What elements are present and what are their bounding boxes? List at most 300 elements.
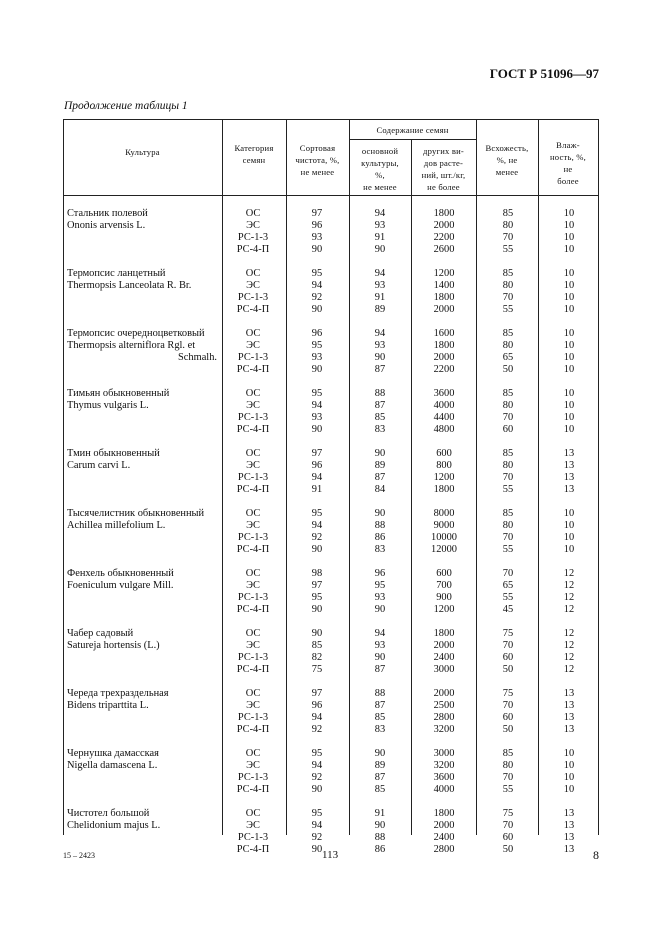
table-row (63, 220, 598, 232)
other-species-count-cell: 2400 (433, 832, 455, 843)
germination-cell: 50 (502, 364, 514, 375)
table-row (63, 544, 598, 556)
germination-cell: 50 (502, 724, 514, 735)
varietal-purity-cell: 94 (311, 280, 323, 291)
table-row (63, 760, 598, 772)
base-culture-content-cell: 85 (374, 784, 386, 795)
other-species-count-cell: 3200 (433, 760, 455, 771)
culture-name-ru: Тимьян обыкновенный (67, 388, 170, 399)
table-row (63, 532, 598, 544)
moisture-cell: 10 (563, 532, 575, 543)
moisture-cell: 10 (563, 208, 575, 219)
culture-name-latin: Thermopsis Lanceolata R. Br. (67, 280, 192, 291)
table-row (63, 832, 598, 844)
base-culture-content-cell: 88 (374, 832, 386, 843)
other-species-count-cell: 2000 (433, 640, 455, 651)
table-row (63, 724, 598, 736)
table-row (63, 484, 598, 496)
germination-cell: 75 (502, 628, 514, 639)
seed-category-cell: ОС (245, 328, 261, 339)
base-culture-content-cell: 91 (374, 292, 386, 303)
base-culture-content-cell: 93 (374, 220, 386, 231)
varietal-purity-cell: 90 (311, 544, 323, 555)
base-culture-content-cell: 88 (374, 388, 386, 399)
table-row (63, 232, 598, 244)
header-varietal-purity: Сортовая чистота, %, не менее (295, 143, 340, 177)
culture-name-latin: Achillea millefolium L. (67, 520, 166, 531)
varietal-purity-cell: 95 (311, 592, 323, 603)
table-row (63, 244, 598, 256)
base-culture-content-cell: 96 (374, 568, 386, 579)
culture-name-latin: Thymus vulgaris L. (67, 400, 149, 411)
base-culture-content-cell: 83 (374, 724, 386, 735)
other-species-count-cell: 1800 (433, 340, 455, 351)
culture-name-ru: Тысячелистник обыкновенный (67, 508, 205, 519)
table-row (63, 280, 598, 292)
moisture-cell: 10 (563, 508, 575, 519)
base-culture-content-cell: 89 (374, 760, 386, 771)
other-species-count-cell: 1200 (433, 604, 455, 615)
base-culture-content-cell: 90 (374, 604, 386, 615)
varietal-purity-cell: 92 (311, 532, 323, 543)
other-species-count-cell: 1200 (433, 268, 455, 279)
culture-name-latin: Nigella damascena L. (67, 760, 158, 771)
base-culture-content-cell: 89 (374, 304, 386, 315)
other-species-count-cell: 2600 (433, 244, 455, 255)
seed-category-cell: ОС (245, 208, 261, 219)
other-species-count-cell: 4400 (433, 412, 455, 423)
moisture-cell: 12 (563, 592, 575, 603)
seed-category-cell: ОС (245, 628, 261, 639)
germination-cell: 85 (502, 388, 514, 399)
germination-cell: 80 (502, 460, 514, 471)
other-species-count-cell: 700 (436, 580, 452, 591)
germination-cell: 80 (502, 220, 514, 231)
base-culture-content-cell: 87 (374, 400, 386, 411)
seed-category-cell: РС-1-3 (237, 532, 269, 543)
base-culture-content-cell: 94 (374, 208, 386, 219)
germination-cell: 70 (502, 772, 514, 783)
base-culture-content-cell: 85 (374, 412, 386, 423)
other-species-count-cell: 4000 (433, 784, 455, 795)
other-species-count-cell: 1800 (433, 628, 455, 639)
other-species-count-cell: 3600 (433, 772, 455, 783)
other-species-count-cell: 2800 (433, 712, 455, 723)
moisture-cell: 12 (563, 628, 575, 639)
table-row (63, 364, 598, 376)
varietal-purity-cell: 94 (311, 472, 323, 483)
germination-cell: 60 (502, 832, 514, 843)
germination-cell: 85 (502, 508, 514, 519)
moisture-cell: 10 (563, 400, 575, 411)
varietal-purity-cell: 98 (311, 568, 323, 579)
moisture-cell: 13 (563, 484, 575, 495)
header-base-culture: основной культуры, %, не менее (361, 146, 399, 192)
table-row (63, 328, 598, 340)
culture-name-latin: Thermopsis alterniflora Rgl. et (67, 340, 196, 351)
germination-cell: 45 (502, 604, 514, 615)
other-species-count-cell: 2500 (433, 700, 455, 711)
seed-category-cell: ЭС (246, 580, 260, 591)
base-culture-content-cell: 87 (374, 700, 386, 711)
other-species-count-cell: 1800 (433, 808, 455, 819)
seed-category-cell: РС-4-П (236, 304, 270, 315)
varietal-purity-cell: 96 (311, 460, 323, 471)
base-culture-content-cell: 90 (374, 652, 386, 663)
varietal-purity-cell: 90 (311, 628, 323, 639)
germination-cell: 80 (502, 400, 514, 411)
moisture-cell: 10 (563, 352, 575, 363)
table-row (63, 508, 598, 520)
base-culture-content-cell: 93 (374, 340, 386, 351)
culture-group (63, 208, 598, 268)
germination-cell: 80 (502, 280, 514, 291)
varietal-purity-cell: 92 (311, 772, 323, 783)
header-category: Категория семян (234, 143, 274, 165)
moisture-cell: 12 (563, 580, 575, 591)
seed-category-cell: ОС (245, 388, 261, 399)
culture-name-ru: Череда трехраздельная (67, 688, 169, 699)
seed-category-cell: РС-1-3 (237, 232, 269, 243)
varietal-purity-cell: 97 (311, 580, 323, 591)
culture-name-ru: Чистотел большой (67, 808, 150, 819)
seed-category-cell: РС-1-3 (237, 652, 269, 663)
varietal-purity-cell: 95 (311, 340, 323, 351)
germination-cell: 75 (502, 808, 514, 819)
germination-cell: 55 (502, 784, 514, 795)
seed-category-cell: РС-1-3 (237, 832, 269, 843)
varietal-purity-cell: 90 (311, 844, 323, 855)
culture-name-latin: Chelidonium majus L. (67, 820, 161, 831)
varietal-purity-cell: 94 (311, 520, 323, 531)
other-species-count-cell: 2000 (433, 352, 455, 363)
other-species-count-cell: 1800 (433, 292, 455, 303)
other-species-count-cell: 3200 (433, 724, 455, 735)
culture-name-latin: Foeniculum vulgare Mill. (67, 580, 174, 591)
germination-cell: 70 (502, 292, 514, 303)
culture-group (63, 508, 598, 568)
other-species-count-cell: 2200 (433, 232, 455, 243)
seed-category-cell: ЭС (246, 400, 260, 411)
seed-category-cell: РС-1-3 (237, 352, 269, 363)
varietal-purity-cell: 95 (311, 508, 323, 519)
germination-cell: 85 (502, 208, 514, 219)
culture-group (63, 268, 598, 328)
varietal-purity-cell: 82 (311, 652, 323, 663)
header-moisture: Влаж- ность, %, не более (549, 140, 586, 186)
table-row (63, 748, 598, 760)
header-culture: Культура (125, 147, 160, 157)
seed-category-cell: РС-4-П (236, 424, 270, 435)
varietal-purity-cell: 94 (311, 820, 323, 831)
culture-name-latin: Satureja hortensis (L.) (67, 640, 160, 651)
table-row (63, 292, 598, 304)
moisture-cell: 10 (563, 784, 575, 795)
seed-category-cell: ОС (245, 688, 261, 699)
table-row (63, 820, 598, 832)
germination-cell: 55 (502, 592, 514, 603)
germination-cell: 60 (502, 424, 514, 435)
moisture-cell: 10 (563, 220, 575, 231)
germination-cell: 85 (502, 328, 514, 339)
seed-category-cell: ЭС (246, 460, 260, 471)
varietal-purity-cell: 85 (311, 640, 323, 651)
base-culture-content-cell: 93 (374, 592, 386, 603)
moisture-cell: 13 (563, 472, 575, 483)
moisture-cell: 10 (563, 340, 575, 351)
varietal-purity-cell: 92 (311, 292, 323, 303)
seed-category-cell: РС-4-П (236, 604, 270, 615)
moisture-cell: 13 (563, 820, 575, 831)
germination-cell: 75 (502, 688, 514, 699)
germination-cell: 70 (502, 568, 514, 579)
culture-name-ru: Термопсис ланцетный (67, 268, 166, 279)
moisture-cell: 10 (563, 304, 575, 315)
table-row (63, 592, 598, 604)
table-row (63, 520, 598, 532)
culture-name-latin: Ononis arvensis L. (67, 220, 146, 231)
culture-name-ru: Фенхель обыкновенный (67, 568, 174, 579)
base-culture-content-cell: 91 (374, 232, 386, 243)
varietal-purity-cell: 95 (311, 388, 323, 399)
culture-name-ru: Стальник полевой (67, 208, 148, 219)
table-row (63, 628, 598, 640)
culture-group (63, 388, 598, 448)
moisture-cell: 10 (563, 772, 575, 783)
germination-cell: 85 (502, 748, 514, 759)
seed-category-cell: РС-4-П (236, 664, 270, 675)
table-row (63, 400, 598, 412)
table-row (63, 472, 598, 484)
base-culture-content-cell: 87 (374, 472, 386, 483)
moisture-cell: 10 (563, 388, 575, 399)
other-species-count-cell: 2400 (433, 652, 455, 663)
germination-cell: 55 (502, 304, 514, 315)
germination-cell: 80 (502, 340, 514, 351)
other-species-count-cell: 1800 (433, 208, 455, 219)
moisture-cell: 13 (563, 448, 575, 459)
base-culture-content-cell: 84 (374, 484, 386, 495)
table-row (63, 568, 598, 580)
base-culture-content-cell: 91 (374, 808, 386, 819)
varietal-purity-cell: 90 (311, 424, 323, 435)
varietal-purity-cell: 95 (311, 268, 323, 279)
seed-category-cell: РС-4-П (236, 844, 270, 855)
other-species-count-cell: 3000 (433, 664, 455, 675)
table-row (63, 772, 598, 784)
germination-cell: 70 (502, 472, 514, 483)
base-culture-content-cell: 90 (374, 748, 386, 759)
seed-category-cell: ОС (245, 448, 261, 459)
base-culture-content-cell: 88 (374, 688, 386, 699)
germination-cell: 70 (502, 640, 514, 651)
other-species-count-cell: 2800 (433, 844, 455, 855)
moisture-cell: 13 (563, 724, 575, 735)
seed-category-cell: РС-4-П (236, 244, 270, 255)
varietal-purity-cell: 93 (311, 232, 323, 243)
seed-category-cell: РС-1-3 (237, 292, 269, 303)
table-row (63, 448, 598, 460)
germination-cell: 70 (502, 232, 514, 243)
culture-group (63, 448, 598, 508)
other-species-count-cell: 600 (436, 568, 452, 579)
table-row (63, 700, 598, 712)
seed-category-cell: РС-1-3 (237, 772, 269, 783)
moisture-cell: 10 (563, 268, 575, 279)
page-number: 113 (322, 849, 339, 861)
other-species-count-cell: 8000 (433, 508, 455, 519)
seed-category-cell: РС-4-П (236, 784, 270, 795)
other-species-count-cell: 1200 (433, 472, 455, 483)
base-culture-content-cell: 86 (374, 532, 386, 543)
germination-cell: 60 (502, 712, 514, 723)
base-culture-content-cell: 95 (374, 580, 386, 591)
other-species-count-cell: 600 (436, 448, 452, 459)
varietal-purity-cell: 97 (311, 448, 323, 459)
culture-name-ru: Термопсис очередноцветковый (67, 328, 205, 339)
table-row (63, 340, 598, 352)
seed-category-cell: ЭС (246, 280, 260, 291)
germination-cell: 70 (502, 820, 514, 831)
seed-category-cell: РС-4-П (236, 724, 270, 735)
table-row (63, 580, 598, 592)
moisture-cell: 13 (563, 808, 575, 819)
other-species-count-cell: 2000 (433, 304, 455, 315)
table-row (63, 604, 598, 616)
germination-cell: 85 (502, 448, 514, 459)
moisture-cell: 10 (563, 292, 575, 303)
table-row (63, 304, 598, 316)
moisture-cell: 12 (563, 652, 575, 663)
standard-number: ГОСТ Р 51096—97 (489, 66, 599, 81)
varietal-purity-cell: 96 (311, 328, 323, 339)
seed-category-cell: ОС (245, 268, 261, 279)
culture-group (63, 628, 598, 688)
table-row (63, 664, 598, 676)
seed-category-cell: ЭС (246, 700, 260, 711)
moisture-cell: 13 (563, 688, 575, 699)
germination-cell: 70 (502, 532, 514, 543)
moisture-cell: 10 (563, 544, 575, 555)
seed-category-cell: РС-1-3 (237, 592, 269, 603)
base-culture-content-cell: 93 (374, 280, 386, 291)
moisture-cell: 13 (563, 832, 575, 843)
germination-cell: 55 (502, 244, 514, 255)
moisture-cell: 10 (563, 364, 575, 375)
seed-category-cell: ЭС (246, 340, 260, 351)
header-seed-content: Содержание семян (376, 125, 449, 135)
other-species-count-cell: 3600 (433, 388, 455, 399)
base-culture-content-cell: 83 (374, 544, 386, 555)
germination-cell: 50 (502, 844, 514, 855)
base-culture-content-cell: 93 (374, 640, 386, 651)
table-row (63, 460, 598, 472)
other-species-count-cell: 3000 (433, 748, 455, 759)
germination-cell: 55 (502, 544, 514, 555)
table-continuation-caption: Продолжение таблицы 1 (64, 100, 188, 112)
germination-cell: 55 (502, 484, 514, 495)
varietal-purity-cell: 92 (311, 724, 323, 735)
varietal-purity-cell: 97 (311, 208, 323, 219)
culture-name-latin: Carum carvi L. (67, 460, 131, 471)
varietal-purity-cell: 92 (311, 832, 323, 843)
seed-category-cell: ОС (245, 568, 261, 579)
varietal-purity-cell: 97 (311, 688, 323, 699)
seed-category-cell: ЭС (246, 520, 260, 531)
seed-category-cell: ОС (245, 508, 261, 519)
table-row (63, 640, 598, 652)
base-culture-content-cell: 85 (374, 712, 386, 723)
germination-cell: 50 (502, 664, 514, 675)
germination-cell: 80 (502, 520, 514, 531)
culture-name-latin: Schmalh. (178, 352, 217, 363)
culture-name-ru: Чабер садовый (67, 628, 134, 639)
table-row (63, 352, 598, 364)
varietal-purity-cell: 93 (311, 352, 323, 363)
moisture-cell: 10 (563, 424, 575, 435)
varietal-purity-cell: 75 (311, 664, 323, 675)
varietal-purity-cell: 96 (311, 220, 323, 231)
other-species-count-cell: 1800 (433, 484, 455, 495)
base-culture-content-cell: 94 (374, 328, 386, 339)
varietal-purity-cell: 90 (311, 244, 323, 255)
seed-category-cell: ОС (245, 748, 261, 759)
culture-name-latin: Bidens triparttita L. (67, 700, 149, 711)
other-species-count-cell: 12000 (431, 544, 457, 555)
base-culture-content-cell: 94 (374, 628, 386, 639)
moisture-cell: 12 (563, 604, 575, 615)
base-culture-content-cell: 90 (374, 448, 386, 459)
varietal-purity-cell: 96 (311, 700, 323, 711)
culture-group (63, 688, 598, 748)
seed-category-cell: РС-4-П (236, 484, 270, 495)
seed-category-cell: РС-1-3 (237, 412, 269, 423)
seed-category-cell: РС-1-3 (237, 712, 269, 723)
table-row (63, 652, 598, 664)
header-germination: Всхожесть, %, не менее (485, 143, 529, 177)
base-culture-content-cell: 87 (374, 664, 386, 675)
varietal-purity-cell: 90 (311, 604, 323, 615)
culture-name-ru: Тмин обыкновенный (67, 448, 160, 459)
moisture-cell: 10 (563, 412, 575, 423)
varietal-purity-cell: 94 (311, 712, 323, 723)
germination-cell: 70 (502, 700, 514, 711)
culture-group (63, 328, 598, 388)
table-row (63, 424, 598, 436)
table-row (63, 388, 598, 400)
varietal-purity-cell: 94 (311, 400, 323, 411)
other-species-count-cell: 10000 (431, 532, 457, 543)
table-row (63, 208, 598, 220)
other-species-count-cell: 4000 (433, 400, 455, 411)
other-species-count-cell: 900 (436, 592, 452, 603)
other-species-count-cell: 1400 (433, 280, 455, 291)
moisture-cell: 10 (563, 232, 575, 243)
sheet-number: 8 (593, 848, 599, 862)
moisture-cell: 10 (563, 760, 575, 771)
varietal-purity-cell: 95 (311, 808, 323, 819)
other-species-count-cell: 1600 (433, 328, 455, 339)
culture-group (63, 568, 598, 628)
other-species-count-cell: 4800 (433, 424, 455, 435)
germination-cell: 70 (502, 412, 514, 423)
base-culture-content-cell: 90 (374, 508, 386, 519)
moisture-cell: 12 (563, 568, 575, 579)
table-body (63, 208, 598, 868)
base-culture-content-cell: 83 (374, 424, 386, 435)
other-species-count-cell: 2000 (433, 688, 455, 699)
varietal-purity-cell: 90 (311, 784, 323, 795)
